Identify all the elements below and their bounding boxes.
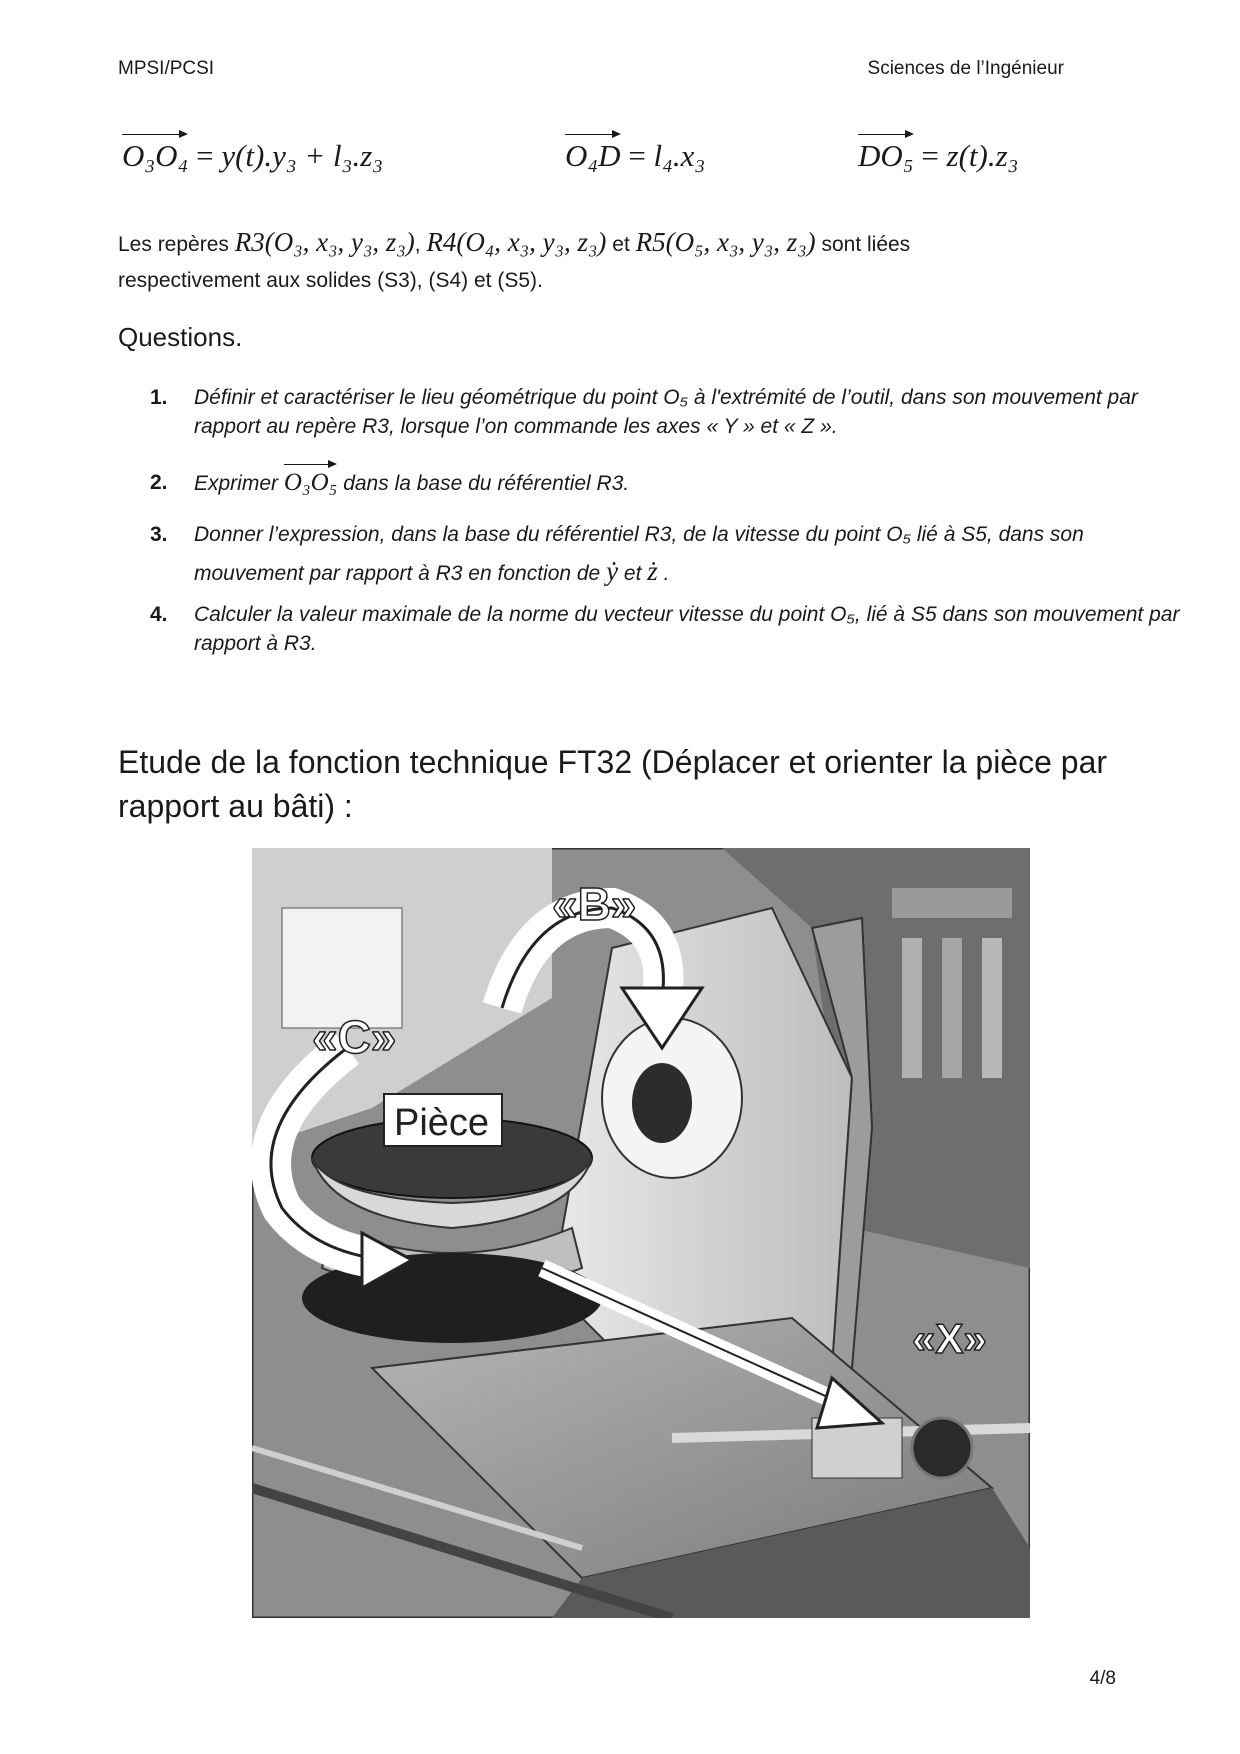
frame-r5: R5(O₅, x₃, y₃, z₃) bbox=[635, 227, 816, 257]
frames-et: et bbox=[612, 233, 630, 256]
frames-line1-end: sont liées bbox=[821, 233, 911, 256]
equation-1-lhs: O₃O₄ bbox=[122, 138, 189, 173]
frame-r4: R4(O₄, x₃, y₃, z₃) bbox=[426, 227, 607, 257]
equation-2-lhs: O₄D bbox=[565, 138, 621, 173]
question-2-text-after: dans la base du référentiel R3. bbox=[343, 472, 630, 495]
question-1-number: 1. bbox=[150, 386, 168, 409]
question-4-text: Calculer la valeur maximale de la norme du vecteur vitesse du point O₅, lié à S5 dans son mouvement par rapport à R3. bbox=[194, 603, 1180, 655]
question-4-number: 4. bbox=[150, 603, 168, 626]
question-3-et: et bbox=[623, 562, 642, 585]
question-3-zdot: ż bbox=[647, 556, 658, 586]
frames-intro: Les repères bbox=[118, 233, 229, 256]
equation-3: DO₅ = z(t).z₃ bbox=[858, 138, 1019, 173]
label-c: «C» bbox=[312, 1011, 397, 1063]
label-piece: Pièce bbox=[394, 1102, 490, 1144]
question-2-vector: O₃O₅ bbox=[283, 469, 338, 496]
equation-2-rhs: l₄.x₃ bbox=[653, 138, 706, 173]
question-3-text: Donner l’expression, dans la base du référentiel R3, de la vitesse du point O₅ lié à S5, dans son mouvement par rapport à R3 en fonction de bbox=[194, 523, 1084, 585]
label-x: «X» bbox=[912, 1315, 987, 1362]
question-2-number: 2. bbox=[150, 471, 168, 494]
section-title: Etude de la fonction technique FT32 (Déplacer et orienter la pièce par rapport au bâti) : bbox=[118, 744, 1108, 824]
question-3-ydot: ẏ bbox=[606, 556, 619, 586]
frame-r3: R3(O₃, x₃, y₃, z₃) bbox=[234, 227, 415, 257]
header-right: Sciences de l’Ingénieur bbox=[867, 58, 1064, 79]
equation-2: O₄D = l₄.x₃ bbox=[565, 138, 706, 173]
machine-figure bbox=[252, 848, 1030, 1618]
question-2-text-before: Exprimer bbox=[194, 472, 279, 495]
equation-3-lhs: DO₅ bbox=[858, 138, 914, 173]
question-1-text: Définir et caractériser le lieu géométrique du point O₅ à l'extrémité de l’outil, dans son mouvement par rapport au repère R3, lorsque l’on commande les axes « Y » et « Z ». bbox=[194, 386, 1138, 438]
machine-illustration bbox=[252, 848, 1030, 1618]
question-3-number: 3. bbox=[150, 523, 168, 546]
question-3-end: . bbox=[663, 562, 670, 585]
header-left: MPSI/PCSI bbox=[118, 58, 215, 79]
page-number: 4/8 bbox=[1089, 1668, 1116, 1689]
label-b: «B» bbox=[552, 878, 637, 930]
equation-1-rhs: y(t).y₃ + l₃.z₃ bbox=[221, 138, 384, 173]
equation-3-rhs: z(t).z₃ bbox=[946, 138, 1019, 173]
equation-1: O₃O₄ = y(t).y₃ + l₃.z₃ bbox=[122, 138, 384, 173]
questions-title: Questions. bbox=[118, 322, 243, 352]
frames-paragraph: Les repères R3(O₃, x₃, y₃, z₃), R4(O₄, x₃, y₃, z₃) et R5(O₅, x₃, y₃, z₃) sont liées respectivement aux solides (S3), (S4) et (S5). bbox=[118, 224, 1128, 299]
frames-line2: respectivement aux solides (S3), (S4) et (S5). bbox=[118, 269, 543, 292]
